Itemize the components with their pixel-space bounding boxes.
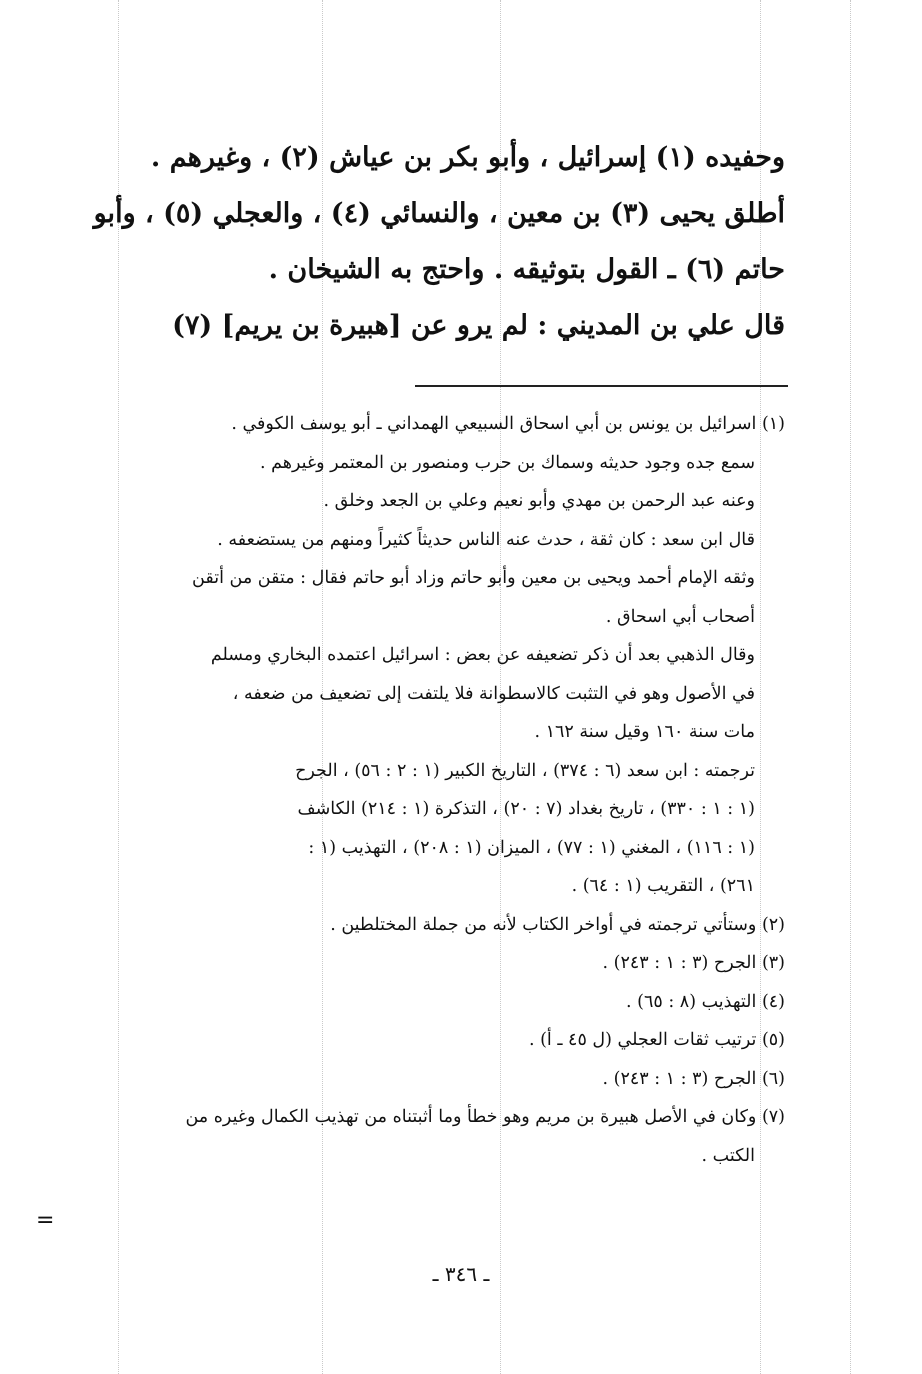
footnote-line: الكتب . bbox=[701, 1145, 755, 1166]
footnote-line: أصحاب أبي اسحاق . bbox=[605, 606, 755, 627]
footnote-number: (٥) bbox=[761, 1030, 785, 1050]
footnote-line: (١ : ١ : ٣٣٠) ، تاريخ بغداد (٧ : ٢٠) ، التذكرة (١ : ٢١٤) الكاشف bbox=[297, 799, 755, 819]
footnote-line: وثقه الإمام أحمد ويحيى بن معين وأبو حاتم وزاد أبو حاتم فقال : متقن من أتقن bbox=[192, 568, 755, 588]
footnotes bbox=[80, 405, 785, 1175]
footnote-line: مات سنة ١٦٠ وقيل سنة ١٦٢ . bbox=[534, 722, 755, 742]
main-line: قال علي بن المديني : لم يرو عن [هبيرة بن يريم] (٧) bbox=[172, 310, 785, 341]
footnote-line: وعنه عبد الرحمن بن مهدي وأبو نعيم وعلي بن الجعد وخلق . bbox=[323, 491, 755, 511]
footnote-number: (٢) bbox=[761, 914, 785, 935]
footnote-1: (١) اسرائيل بن يونس بن أبي اسحاق السبيعي الهمداني ـ أبو يوسف الكوفي . سمع جده وجود حديثه وسماك بن حرب ومنصور بن المعتمر وغيرهم . وعنه عبد الرحمن بن مهدي وأبو نعيم وعلي بن الجعد وخلق . قال ابن سعد : كان ثقة ، حدث عنه الناس حديثاً كثيراً ومنهم من يستضعفه . وثقه الإمام أحمد ويحيى بن معين وأبو حاتم وزاد أبو حاتم فقال : متقن من أتقن أصحاب أبي اسحاق . وقال الذهبي بعد أن ذكر تضعيفه عن بعض : اسرائيل اعتمده البخاري ومسلم في الأصول وهو في التثبت كالاسطوانة فلا يلتفت إلى تضعيف من ضعفه ، مات سنة ١٦٠ وقيل سنة ١٦٢ . ترجمته : ابن سعد (٦ : ٣٧٤) ، التاريخ الكبير (١ : ٢ : ٥٦) ، الجرح (١ : ١ : ٣٣٠) ، تاريخ بغداد (٧ : ٢٠) ، التذكرة (١ : ٢١٤) الكاشف (١ : ١١٦) ، المغني (١ : ٧٧) ، الميزان (١ : ٢٠٨) ، التهذيب (١ : ٢٦١) ، التقريب (١ : ٦٤) . bbox=[80, 405, 785, 906]
main-text bbox=[80, 130, 785, 354]
footnote-number: (٣) bbox=[761, 953, 785, 973]
footnote-number: (١) bbox=[761, 414, 785, 434]
footnote-line: سمع جده وجود حديثه وسماك بن حرب ومنصور بن المعتمر وغيرهم . bbox=[260, 452, 755, 473]
page-number: ـ ٣٤٦ ـ bbox=[432, 1262, 490, 1286]
footnote-2: (٢) وستأتي ترجمته في أواخر الكتاب لأنه من جملة المختلطين . bbox=[330, 914, 785, 935]
footnote-divider bbox=[415, 385, 788, 387]
footnote-line: ٢٦١) ، التقريب (١ : ٦٤) . bbox=[571, 876, 755, 896]
footnote-6: (٦) الجرح (٣ : ١ : ٢٤٣) . bbox=[602, 1068, 785, 1089]
footnote-line: (١ : ١١٦) ، المغني (١ : ٧٧) ، الميزان (١ : ٢٠٨) ، التهذيب (١ : bbox=[308, 837, 755, 858]
footnote-line: ترجمته : ابن سعد (٦ : ٣٧٤) ، التاريخ الكبير (١ : ٢ : ٥٦) ، الجرح bbox=[295, 760, 755, 781]
margin-mark: = bbox=[36, 1208, 55, 1233]
footnote-number: (٤) bbox=[761, 991, 785, 1012]
footnote-line: في الأصول وهو في التثبت كالاسطوانة فلا يلتفت إلى تضعيف من ضعفه ، bbox=[232, 683, 755, 704]
footnote-number: (٦) bbox=[761, 1068, 785, 1089]
footnote-3: (٣) الجرح (٣ : ١ : ٢٤٣) . bbox=[602, 953, 785, 973]
footnote-5: (٥) ترتيب ثقات العجلي (ل ٤٥ ـ أ) . bbox=[528, 1030, 785, 1050]
main-line: أطلق يحيى (٣) بن معين ، والنسائي (٤) ، والعجلي (٥) ، وأبو bbox=[93, 198, 785, 229]
footnote-7: (٧) وكان في الأصل هبيرة بن مريم وهو خطأ وما أثبتناه من تهذيب الكمال وغيره من الكتب . bbox=[80, 1098, 785, 1175]
main-line: حاتم (٦) ـ القول بتوثيقه . واحتج به الشيخان . bbox=[268, 254, 785, 285]
footnote-4: (٤) التهذيب (٨ : ٦٥) . bbox=[625, 991, 785, 1012]
main-line: وحفيده (١) إسرائيل ، وأبو بكر بن عياش (٢) ، وغيرهم . bbox=[150, 142, 785, 173]
footnote-line: وقال الذهبي بعد أن ذكر تضعيفه عن بعض : اسرائيل اعتمده البخاري ومسلم bbox=[210, 645, 755, 665]
footnote-number: (٧) bbox=[761, 1107, 785, 1127]
footnote-line: قال ابن سعد : كان ثقة ، حدث عنه الناس حديثاً كثيراً ومنهم من يستضعفه . bbox=[217, 529, 755, 550]
